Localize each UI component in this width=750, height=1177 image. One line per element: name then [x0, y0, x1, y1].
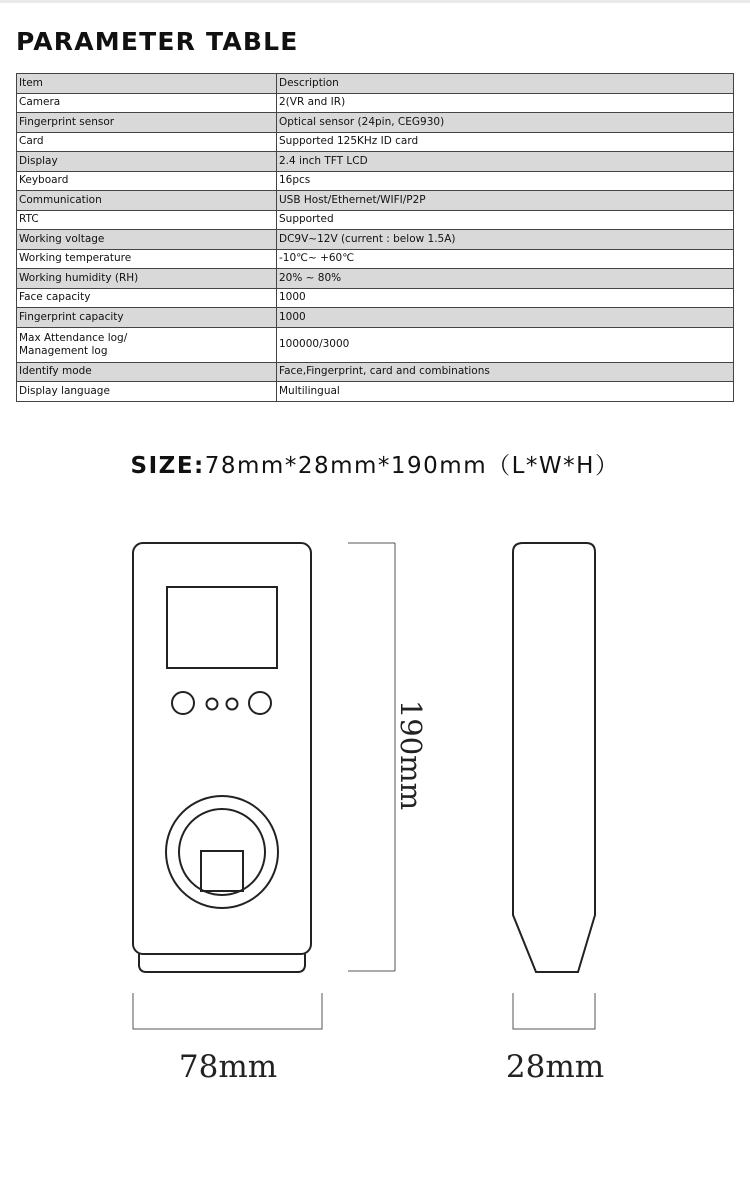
table-row	[17, 249, 734, 269]
row-item: Identify mode	[17, 362, 277, 382]
row-description: USB Host/Ethernet/WIFI/P2P	[277, 191, 734, 211]
button-small-icon	[207, 699, 218, 710]
height-label: 190mm	[394, 699, 428, 811]
table-row	[17, 113, 734, 133]
row-description: DC9V~12V (current : below 1.5A)	[277, 230, 734, 250]
row-description: 20% ~ 80%	[277, 269, 734, 289]
button-right-icon	[249, 692, 271, 714]
table-row	[17, 327, 734, 362]
table-row	[17, 288, 734, 308]
top-divider	[0, 0, 750, 3]
row-item	[17, 327, 277, 362]
width-dim-bracket	[133, 993, 322, 1029]
depth-label: 28mm	[505, 1049, 605, 1085]
button-small-icon	[227, 699, 238, 710]
row-item: Working humidity (RH)	[17, 269, 277, 289]
table-row	[17, 308, 734, 328]
table-row	[17, 269, 734, 289]
row-description: 1000	[277, 308, 734, 328]
dimension-drawing	[0, 520, 750, 1100]
header-description: Description	[277, 74, 734, 94]
row-item: Display language	[17, 382, 277, 402]
device-side-outline	[513, 543, 595, 972]
device-base	[139, 954, 305, 972]
row-item: Face capacity	[17, 288, 277, 308]
row-item: Card	[17, 132, 277, 152]
header-item: Item	[17, 74, 277, 94]
table-row	[17, 382, 734, 402]
row-item: Communication	[17, 191, 277, 211]
row-item: RTC	[17, 210, 277, 230]
row-description: 2.4 inch TFT LCD	[277, 152, 734, 172]
row-description: -10℃~ +60℃	[277, 249, 734, 269]
row-item: Working voltage	[17, 230, 277, 250]
row-item: Fingerprint capacity	[17, 308, 277, 328]
table-row	[17, 171, 734, 191]
table-header-row	[17, 74, 734, 94]
row-description: Supported 125KHz ID card	[277, 132, 734, 152]
table-row	[17, 191, 734, 211]
size-key: SIZE:	[130, 453, 205, 479]
device-front-outline	[133, 543, 311, 954]
row-description: 100000/3000	[277, 327, 734, 362]
table-row	[17, 210, 734, 230]
table-row	[17, 362, 734, 382]
row-item: Keyboard	[17, 171, 277, 191]
table-row	[17, 93, 734, 113]
row-item: Fingerprint sensor	[17, 113, 277, 133]
page-title: PARAMETER TABLE	[16, 27, 299, 56]
table-row	[17, 132, 734, 152]
size-spec	[0, 450, 750, 482]
row-description: 1000	[277, 288, 734, 308]
row-item-line: Management log	[19, 344, 108, 357]
row-description: Multilingual	[277, 382, 734, 402]
width-label: 78mm	[178, 1049, 278, 1085]
row-item-line: Max Attendance log/	[19, 331, 128, 344]
row-item: Display	[17, 152, 277, 172]
row-description: Face,Fingerprint, card and combinations	[277, 362, 734, 382]
screen-icon	[167, 587, 277, 668]
fingerprint-sensor-icon	[201, 851, 243, 891]
row-item: Camera	[17, 93, 277, 113]
table-row	[17, 230, 734, 250]
depth-dim-bracket	[513, 993, 595, 1029]
row-description: 16pcs	[277, 171, 734, 191]
button-left-icon	[172, 692, 194, 714]
table-row	[17, 152, 734, 172]
row-description: Optical sensor (24pin, CEG930)	[277, 113, 734, 133]
row-description: 2(VR and IR)	[277, 93, 734, 113]
size-value: 78mm*28mm*190mm（L*W*H）	[204, 453, 620, 479]
row-item: Working temperature	[17, 249, 277, 269]
parameter-table	[16, 73, 734, 402]
row-description: Supported	[277, 210, 734, 230]
